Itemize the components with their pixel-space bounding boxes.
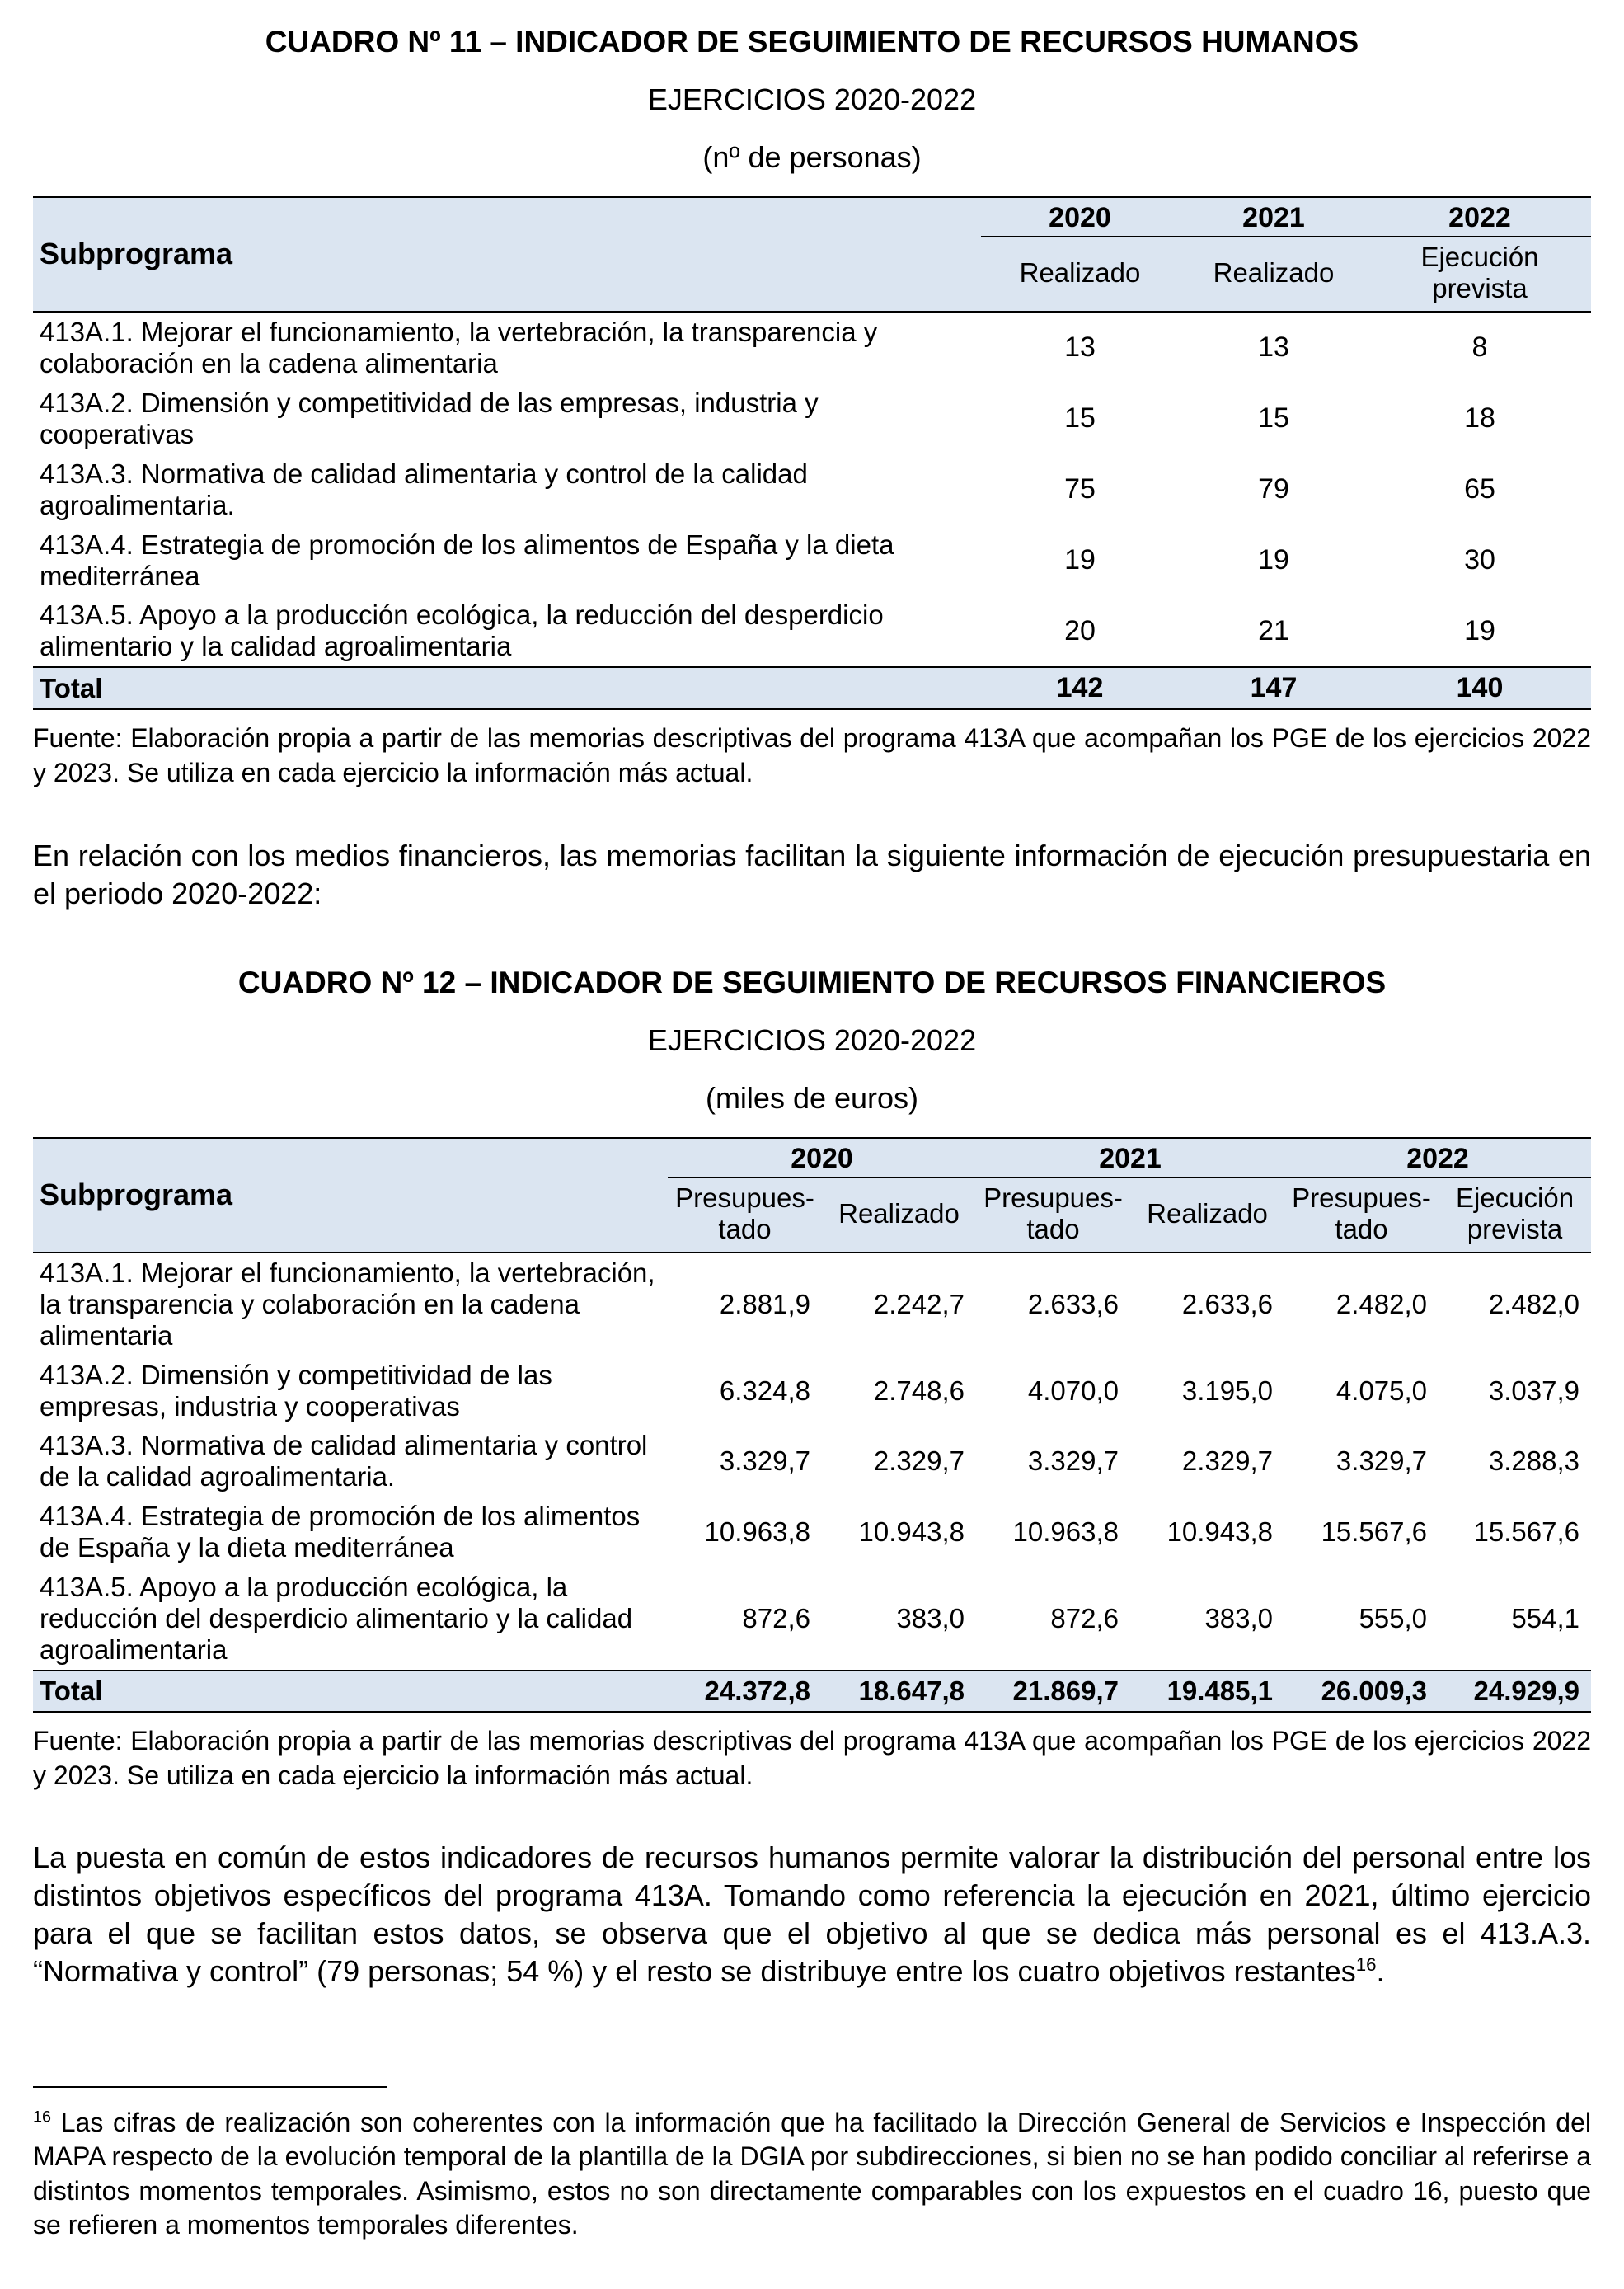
subprograma-name: 413A.5. Apoyo a la producción ecológica, la reducción del desperdicio alimentario y la calidad agroalimentaria bbox=[40, 599, 884, 662]
subprograma-name: 413A.1. Mejorar el funcionamiento, la vertebración, la transparencia y colaboración en la cadena alimentaria bbox=[40, 1257, 655, 1351]
table-row bbox=[33, 1356, 1591, 1427]
subheader-realizado-2020: Realizado bbox=[981, 237, 1179, 312]
value-cell: 10.963,8 bbox=[1012, 1516, 1119, 1548]
value-cell: 4.075,0 bbox=[1335, 1375, 1428, 1406]
total-value: 19.485,1 bbox=[1130, 1671, 1284, 1712]
year-header-2020: 2020 bbox=[668, 1138, 976, 1177]
total-value: 18.647,8 bbox=[822, 1671, 976, 1712]
table-row bbox=[33, 312, 1591, 383]
value-cell: 2.748,6 bbox=[873, 1375, 965, 1406]
subheader-presupuestado-2020: Presupues- tado bbox=[668, 1177, 822, 1253]
footnote-16 bbox=[33, 2106, 1591, 2243]
value-cell: 2.482,0 bbox=[1335, 1288, 1428, 1319]
subheader-presupuestado-2022: Presupues- tado bbox=[1284, 1177, 1439, 1253]
value-cell: 79 bbox=[1258, 473, 1289, 505]
year-header-2021: 2021 bbox=[1179, 197, 1368, 237]
cuadro11-table-header bbox=[33, 197, 1591, 312]
subprograma-name: 413A.1. Mejorar el funcionamiento, la vertebración, la transparencia y colaboración en la cadena alimentaria bbox=[40, 316, 878, 378]
table-row bbox=[33, 1568, 1591, 1671]
value-cell: 75 bbox=[1064, 473, 1096, 505]
table-row bbox=[33, 595, 1591, 667]
year-header-2020: 2020 bbox=[981, 197, 1179, 237]
paragraph-conclusion-text: La puesta en común de estos indicadores de recursos humanos permite valorar la distribución del personal entre los distintos objetivos específicos del programa 413A. Tomando como referencia la ejecución en 2021, último ejercicio para el que se facilitan estos datos, se observa que el objetivo al que se dedica más personal es el 413.A.3. “Normativa y control” (79 personas; 54 %) y el resto se distribuye entre los cuatro objetivos restantes bbox=[33, 1840, 1591, 1989]
total-label: Total bbox=[33, 667, 981, 709]
total-value: 147 bbox=[1179, 667, 1368, 709]
subheader-ejecucion-prevista-2022: Ejecución prevista bbox=[1368, 237, 1591, 312]
subheader-presupuestado-2021: Presupues- tado bbox=[976, 1177, 1130, 1253]
cuadro11-block bbox=[33, 25, 1591, 791]
value-cell: 10.943,8 bbox=[858, 1516, 965, 1548]
total-value: 24.372,8 bbox=[668, 1671, 822, 1712]
cuadro12-table bbox=[33, 1137, 1591, 1713]
table-row bbox=[33, 1253, 1591, 1356]
cuadro12-title: CUADRO Nº 12 – INDICADOR DE SEGUIMIENTO DE RECURSOS FINANCIEROS bbox=[237, 965, 1387, 999]
total-value: 142 bbox=[981, 667, 1179, 709]
subprograma-name: 413A.5. Apoyo a la producción ecológica, la reducción del desperdicio alimentario y la calidad agroalimentaria bbox=[40, 1572, 633, 1666]
subprograma-name: 413A.4. Estrategia de promoción de los alimentos de España y la dieta mediterránea bbox=[40, 1501, 641, 1563]
year-header-2022: 2022 bbox=[1368, 197, 1591, 237]
paragraph-conclusion-period: . bbox=[1376, 1954, 1385, 1989]
value-cell: 2.482,0 bbox=[1488, 1288, 1579, 1319]
value-cell: 19 bbox=[1464, 614, 1495, 646]
value-cell: 3.288,3 bbox=[1488, 1445, 1579, 1477]
value-cell: 13 bbox=[1258, 331, 1289, 364]
cuadro12-table-header bbox=[33, 1138, 1591, 1253]
value-cell: 6.324,8 bbox=[719, 1375, 810, 1406]
paragraph-conclusion bbox=[33, 1839, 1591, 1991]
years-row bbox=[33, 197, 1591, 237]
cuadro11-subtitle: EJERCICIOS 2020-2022 bbox=[647, 82, 977, 116]
subprograma-name: 413A.4. Estrategia de promoción de los alimentos de España y la dieta mediterránea bbox=[40, 529, 894, 591]
cuadro12-block bbox=[33, 966, 1591, 1793]
table-row bbox=[33, 383, 1591, 454]
value-cell: 2.881,9 bbox=[719, 1288, 810, 1319]
value-cell: 872,6 bbox=[742, 1603, 810, 1634]
cuadro11-table bbox=[33, 196, 1591, 710]
value-cell: 555,0 bbox=[1359, 1603, 1428, 1634]
column-header-subprograma: Subprograma bbox=[33, 1138, 668, 1253]
table-row bbox=[33, 1497, 1591, 1568]
cuadro12-subtitle: EJERCICIOS 2020-2022 bbox=[647, 1022, 977, 1057]
value-cell: 8 bbox=[1471, 331, 1488, 364]
cuadro12-unit: (miles de euros) bbox=[705, 1080, 919, 1115]
footnote-marker-16: 16 bbox=[33, 2107, 52, 2126]
value-cell: 3.195,0 bbox=[1181, 1375, 1274, 1406]
value-cell: 2.633,6 bbox=[1027, 1288, 1119, 1319]
value-cell: 15.567,6 bbox=[1321, 1516, 1428, 1548]
total-label: Total bbox=[33, 1671, 668, 1712]
subprograma-name: 413A.3. Normativa de calidad alimentaria y control de la calidad agroalimentaria. bbox=[40, 458, 808, 520]
subheader-ejecucion-prevista-2022: Ejecución prevista bbox=[1439, 1177, 1591, 1253]
paragraph-financial-intro: En relación con los medios financieros, las memorias facilitan la siguiente información de ejecución presupuestaria en el periodo 2020-2022: bbox=[33, 838, 1591, 910]
value-cell: 10.943,8 bbox=[1166, 1516, 1274, 1548]
value-cell: 21 bbox=[1258, 614, 1289, 646]
subheader-realizado-2020: Realizado bbox=[822, 1177, 976, 1253]
subheader-realizado-2021: Realizado bbox=[1179, 237, 1368, 312]
subheader-realizado-2021: Realizado bbox=[1130, 1177, 1284, 1253]
year-header-2022: 2022 bbox=[1284, 1138, 1591, 1177]
total-value: 21.869,7 bbox=[976, 1671, 1130, 1712]
year-header-2021: 2021 bbox=[976, 1138, 1284, 1177]
table-total-row bbox=[33, 1671, 1591, 1712]
cuadro11-source-note: Fuente: Elaboración propia a partir de las memorias descriptivas del programa 413A que acompañan los PGE de los ejercicios 2022 y 2023. Se utiliza en cada ejercicio la información más actual. bbox=[33, 723, 1591, 788]
subprograma-name: 413A.2. Dimensión y competitividad de las empresas, industria y cooperativas bbox=[40, 1359, 552, 1422]
value-cell: 19 bbox=[1064, 543, 1096, 576]
value-cell: 19 bbox=[1258, 543, 1289, 576]
total-value: 24.929,9 bbox=[1439, 1671, 1591, 1712]
value-cell: 15 bbox=[1258, 402, 1289, 435]
total-value: 26.009,3 bbox=[1284, 1671, 1439, 1712]
value-cell: 2.633,6 bbox=[1181, 1288, 1274, 1319]
table-total-row bbox=[33, 667, 1591, 709]
value-cell: 13 bbox=[1064, 331, 1096, 364]
value-cell: 20 bbox=[1064, 614, 1096, 646]
value-cell: 383,0 bbox=[1204, 1603, 1274, 1634]
table-row bbox=[33, 454, 1591, 525]
cuadro11-title: CUADRO Nº 11 – INDICADOR DE SEGUIMIENTO DE RECURSOS HUMANOS bbox=[265, 25, 1359, 59]
cuadro11-unit: (nº de personas) bbox=[702, 140, 922, 174]
value-cell: 2.242,7 bbox=[873, 1288, 965, 1319]
value-cell: 30 bbox=[1464, 543, 1495, 576]
table-row bbox=[33, 525, 1591, 596]
value-cell: 65 bbox=[1464, 473, 1495, 505]
value-cell: 3.329,7 bbox=[1027, 1445, 1119, 1477]
table-row bbox=[33, 1426, 1591, 1497]
value-cell: 3.329,7 bbox=[1335, 1445, 1428, 1477]
subprograma-name: 413A.2. Dimensión y competitividad de las empresas, industria y cooperativas bbox=[40, 387, 819, 449]
footnote-reference-16: 16 bbox=[1355, 1954, 1377, 1976]
value-cell: 15 bbox=[1064, 402, 1096, 435]
value-cell: 872,6 bbox=[1050, 1603, 1119, 1634]
value-cell: 3.037,9 bbox=[1488, 1375, 1579, 1406]
value-cell: 10.963,8 bbox=[704, 1516, 810, 1548]
footnote-block bbox=[33, 2086, 1591, 2243]
column-header-subprograma: Subprograma bbox=[33, 197, 981, 312]
subprograma-name: 413A.3. Normativa de calidad alimentaria y control de la calidad agroalimentaria. bbox=[40, 1430, 648, 1492]
years-row bbox=[33, 1138, 1591, 1177]
value-cell: 2.329,7 bbox=[873, 1445, 965, 1477]
value-cell: 4.070,0 bbox=[1027, 1375, 1119, 1406]
cuadro12-source-note: Fuente: Elaboración propia a partir de las memorias descriptivas del programa 413A que acompañan los PGE de los ejercicios 2022 y 2023. Se utiliza en cada ejercicio la información más actual. bbox=[33, 1725, 1591, 1790]
value-cell: 3.329,7 bbox=[719, 1445, 810, 1477]
value-cell: 15.567,6 bbox=[1473, 1516, 1579, 1548]
footnote-separator bbox=[33, 2086, 387, 2088]
value-cell: 554,1 bbox=[1511, 1603, 1579, 1634]
value-cell: 383,0 bbox=[896, 1603, 965, 1634]
footnote-16-text: Las cifras de realización son coherentes con la información que ha facilitado la Dirección General de Servicios e Inspección del MAPA respecto de la evolución temporal de la plantilla de la DGIA por subdirecciones, si bien no se han podido conciliar al referirse a distintos momentos temporales. Asimismo, estos no son directamente comparables con los expuestos en el cuadro 16, puesto que se refieren a momentos temporales diferentes. bbox=[33, 2107, 1591, 2240]
value-cell: 18 bbox=[1464, 402, 1495, 435]
total-value: 140 bbox=[1368, 667, 1591, 709]
value-cell: 2.329,7 bbox=[1181, 1445, 1274, 1477]
